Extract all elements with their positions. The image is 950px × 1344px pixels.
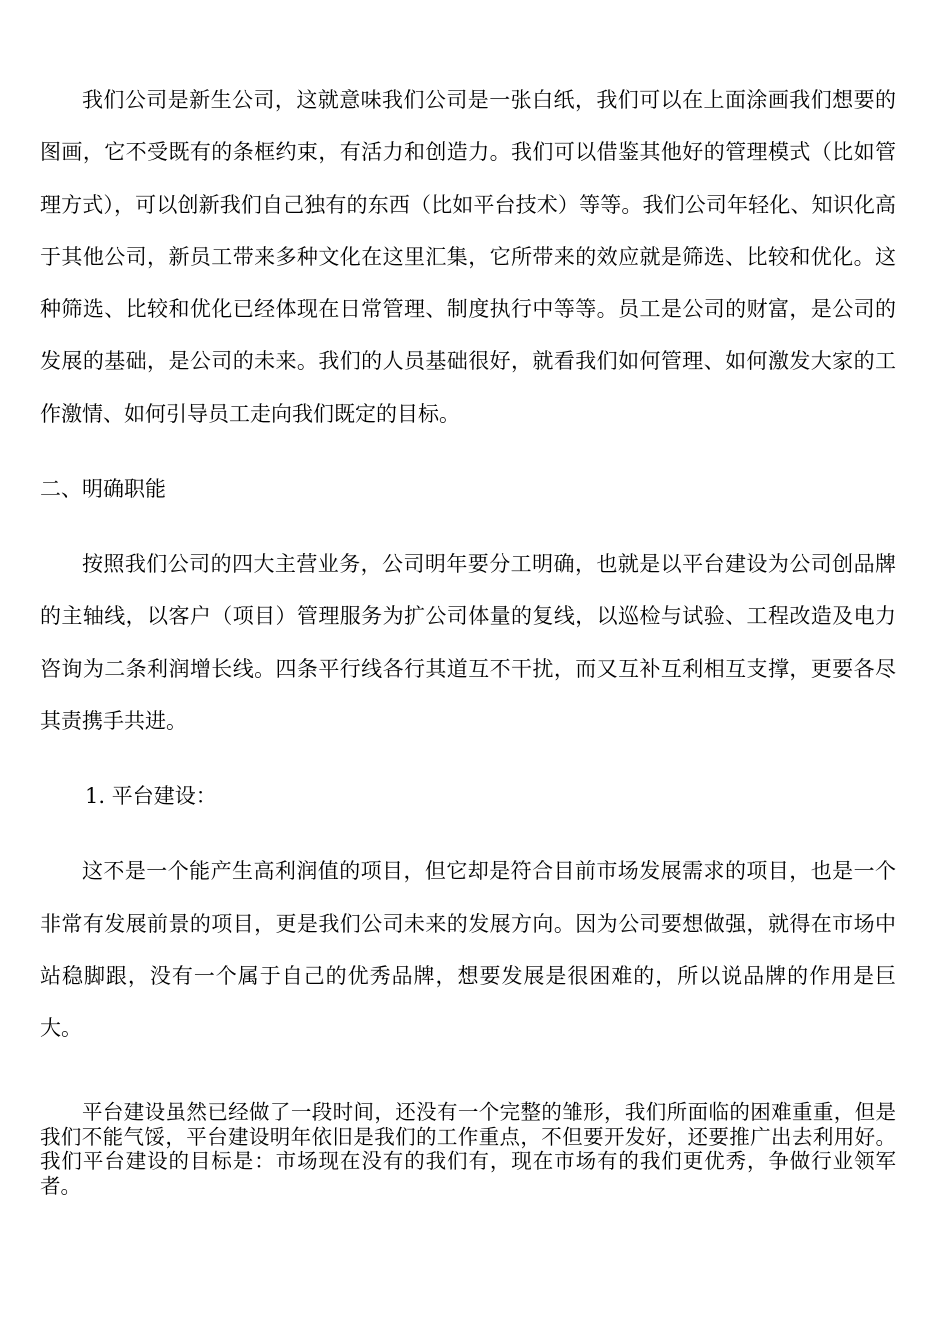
paragraph-platform-goal: 平台建设虽然已经做了一段时间，还没有一个完整的雏形，我们所面临的困难重重，但是我们不能气馁，平台建设明年依旧是我们的工作重点，不但要开发好，还要推广出去利用好。我们平台建设的目标是：市场现在没有的我们有，现在市场有的我们更优秀，争做行业领军者。 bbox=[40, 1100, 896, 1198]
document-page bbox=[40, 0, 896, 1198]
list-heading-platform: 1. 平台建设： bbox=[85, 784, 217, 809]
paragraph-company-intro: 我们公司是新生公司，这就意味我们公司是一张白纸，我们可以在上面涂画我们想要的图画，它不受既有的条框约束，有活力和创造力。我们可以借鉴其他好的管理模式（比如管理方式），可以创新我们自己独有的东西（比如平台技术）等等。我们公司年轻化、知识化高于其他公司，新员工带来多种文化在这里汇集，它所带来的效应就是筛选、比较和优化。这种筛选、比较和优化已经体现在日常管理、制度执行中等等。员工是公司的财富，是公司的发展的基础，是公司的未来。我们的人员基础很好，就看我们如何管理、如何激发大家的工作激情、如何引导员工走向我们既定的目标。 bbox=[40, 88, 896, 426]
paragraph-platform-value: 这不是一个能产生高利润值的项目，但它却是符合目前市场发展需求的项目，也是一个非常有发展前景的项目，更是我们公司未来的发展方向。因为公司要想做强，就得在市场中站稳脚跟，没有一个属于自己的优秀品牌，想要发展是很困难的，所以说品牌的作用是巨大。 bbox=[40, 859, 896, 1041]
paragraph-functions: 按照我们公司的四大主营业务，公司明年要分工明确，也就是以平台建设为公司创品牌的主轴线，以客户（项目）管理服务为扩公司体量的复线，以巡检与试验、工程改造及电力咨询为二条利润增长线。四条平行线各行其道互不干扰，而又互补互利相互支撑，更要各尽其责携手共进。 bbox=[40, 552, 896, 733]
section-heading: 二、明确职能 bbox=[40, 477, 166, 502]
